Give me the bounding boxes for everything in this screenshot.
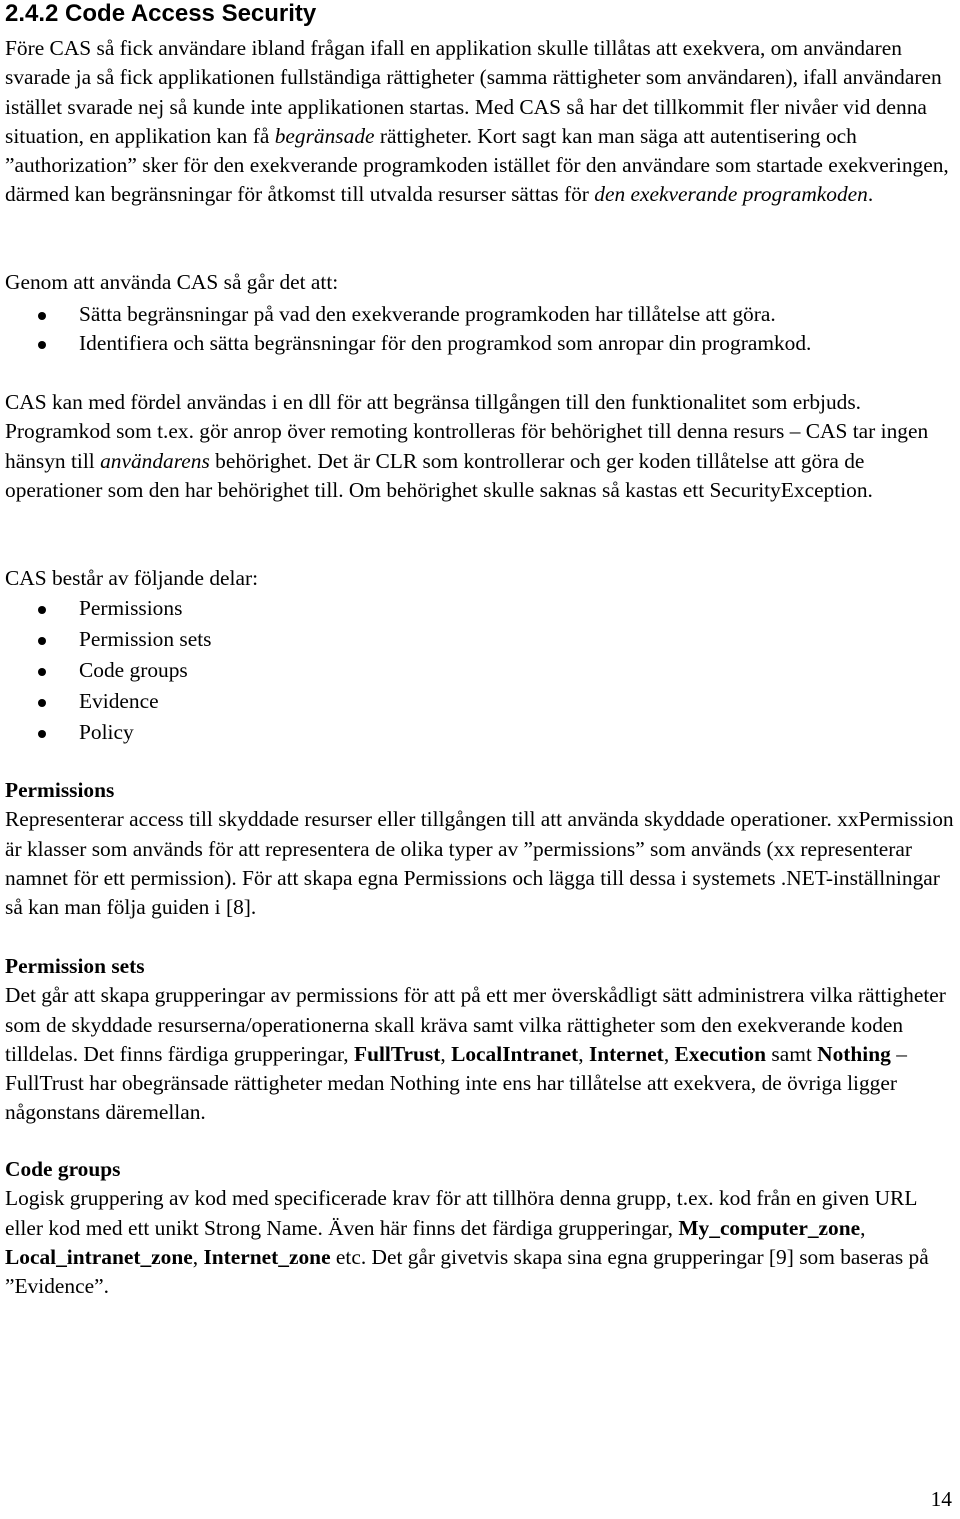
permission-sets-section: Permission sets Det går att skapa grupperingar av permissions för att på ett mer överskådligt sätt administrera vilka rättigheter som de skyddade resurserna/operationerna skall kräva samt vilka rättigheter som den exekverande koden tilldelas. Det finns färdiga grupperingar, FullTrust, LocalIntranet, Internet, Execution samt Nothing – FullTrust har obegränsade rättigheter medan Nothing inte ens har tillåtelse att exekvera, de övriga ligger någonstans däremellan.	[5, 954, 946, 1125]
page-number: 14	[930, 1487, 952, 1511]
section-heading: 2.4.2 Code Access Security	[5, 0, 317, 27]
permissions-section	[5, 776, 957, 922]
list-item: Identifiera och sätta begränsningar för den programkod som anropar din programkod.	[0, 329, 811, 358]
code-groups-title: Code groups	[5, 1157, 121, 1181]
code-groups-section: Code groups Logisk gruppering av kod med specificerade krav för att tillhöra denna grupp, t.ex. kod från en given URL eller kod med ett unikt Strong Name. Även här finns det färdiga grupperingar, My_computer_zone, Local_intranet_zone, Internet_zone etc. Det går givetvis skapa sina egna grupperingar [9] som baseras på ”Evidence”.	[5, 1157, 929, 1299]
intro-paragraph: Före CAS så fick användare ibland frågan ifall en applikation skulle tillåtas att exekvera, om användaren svarade ja så fick applikationen fullständiga rättigheter (samma rättigheter som användaren), ifall användaren istället svarade nej så kunde inte applikationen startas. Med CAS så har det tillkommit fler nivåer vid denna situation, en applikation kan få begränsade rättigheter. Kort sagt kan man säga att autentisering och ”authorization” sker för den exekverande programkoden istället för den användare som startade exekveringen, därmed kan begränsningar för åtkomst till utvalda resurser sättas för den exekverande programkoden.	[5, 36, 949, 207]
genom-list	[0, 300, 811, 358]
list-item: Permission sets	[0, 625, 212, 656]
permissions-title: Permissions	[5, 778, 115, 802]
dll-paragraph: CAS kan med fördel användas i en dll för att begränsa tillgången till den funktionalitet som erbjuds. Programkod som t.ex. gör anrop över remoting kontrolleras för behörighet till denna resurs – CAS tar ingen hänsyn till användarens behörighet. Det är CLR som kontrollerar och ger koden tillåtelse att göra de operationer som den har behörighet till. Om behörighet skulle saknas så kastas ett SecurityException.	[5, 390, 929, 502]
list-item: Permissions	[0, 594, 212, 625]
parts-list	[0, 594, 212, 749]
list-item: Code groups	[0, 656, 212, 687]
permission-sets-title: Permission sets	[5, 954, 145, 978]
list-item: Policy	[0, 718, 212, 749]
list-item: Evidence	[0, 687, 212, 718]
genom-lead: Genom att använda CAS så går det att:	[5, 270, 339, 294]
parts-lead: CAS består av följande delar:	[5, 566, 259, 590]
permissions-body: Representerar access till skyddade resurser eller tillgången till att använda skyddade operationer. xxPermission är klasser som används för att representera de olika typer av ”permissions” som används (xx representerar namnet för ett permission). För att skapa egna Permissions och lägga till dessa i systemets .NET-inställningar så kan man följa guiden i [8].	[5, 807, 954, 920]
list-item: Sätta begränsningar på vad den exekverande programkoden har tillåtelse att göra.	[0, 300, 811, 329]
